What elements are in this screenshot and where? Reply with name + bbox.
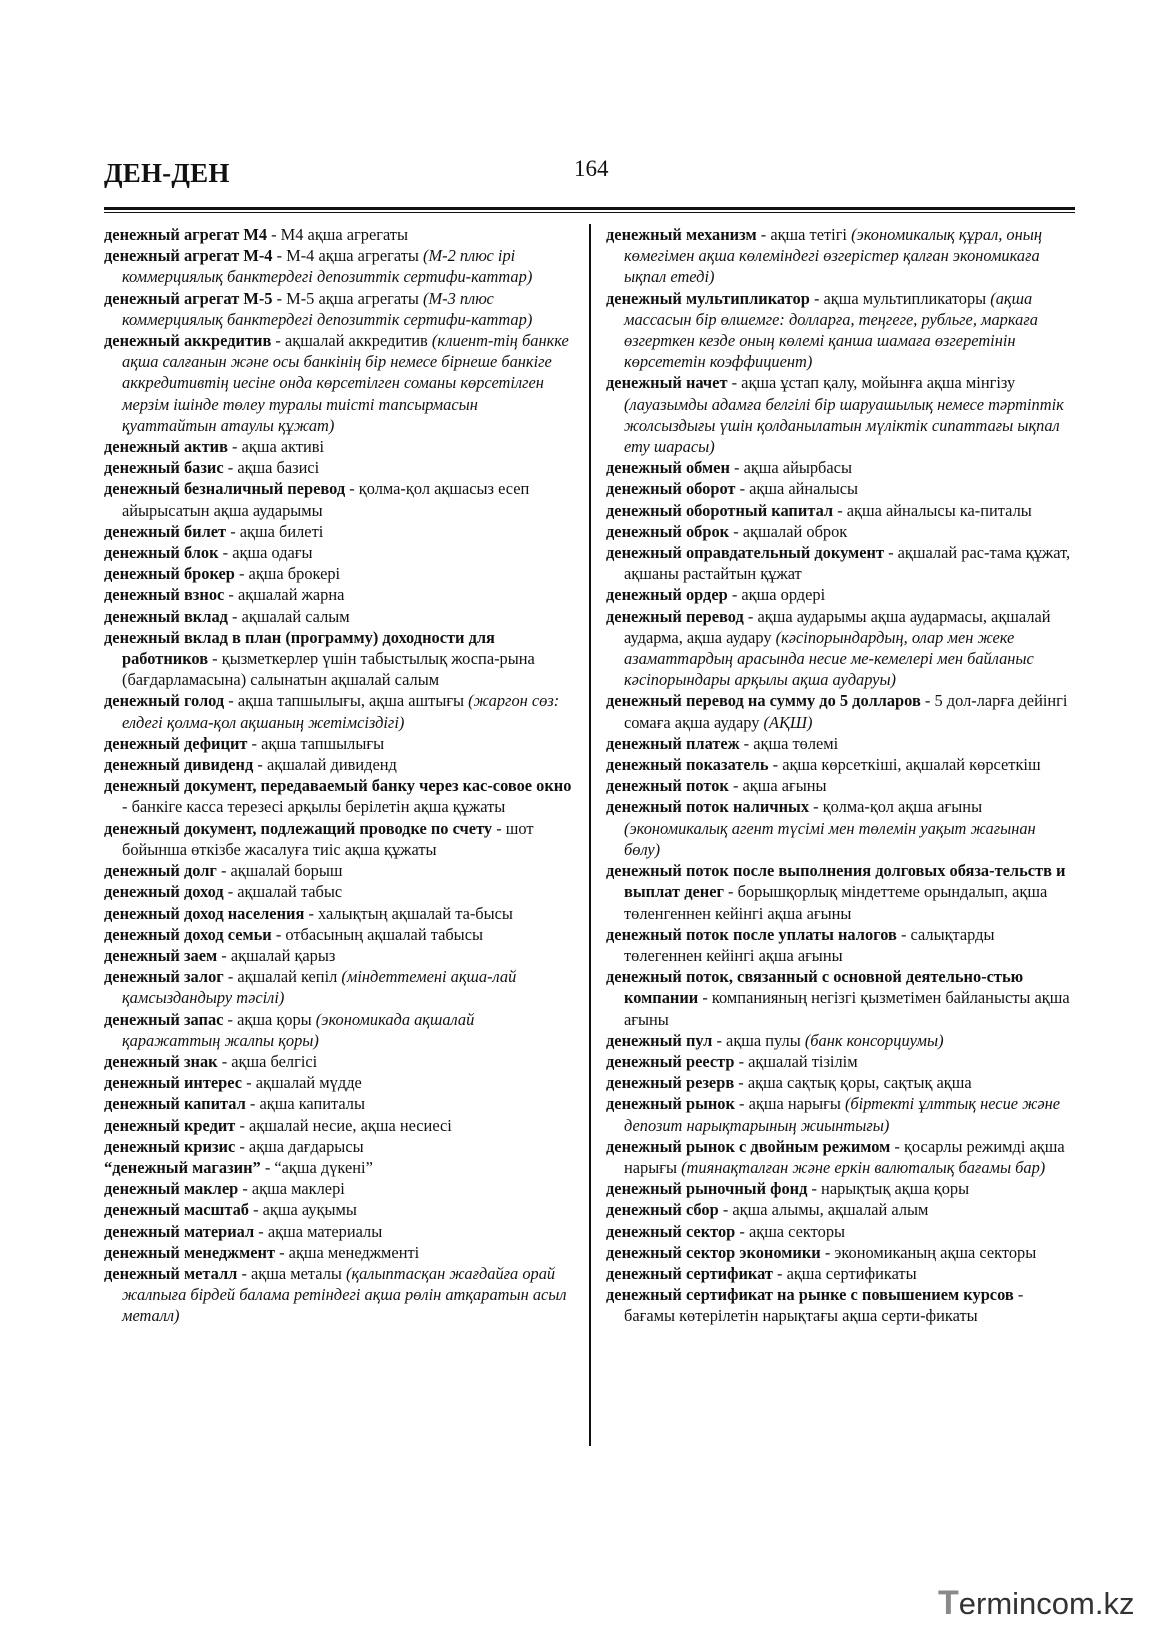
entry-separator: - (896, 924, 911, 944)
dictionary-entry (606, 1136, 1075, 1178)
entry-separator: - (238, 1179, 252, 1199)
entry-separator: - (253, 755, 267, 775)
entry-term: денежный документ, передаваемый банку через кас-совое окно (104, 776, 572, 796)
dictionary-entry (104, 245, 576, 287)
entry-note: (банк консорциумы) (804, 1030, 944, 1050)
entry-definition: ақша билеті (239, 521, 324, 541)
dictionary-entry (606, 754, 1075, 775)
entry-term: денежный доход семьи (104, 924, 272, 944)
entry-term: денежный поток, связанный с основной деятельно-стью компании (606, 967, 1024, 1008)
entry-note: (экономикалық агент түсімі мен төлемін уақыт жағынан бөлу) (624, 818, 1036, 859)
entry-term: денежный вклад (104, 606, 228, 626)
dictionary-entry (104, 860, 576, 881)
entry-separator: - (224, 585, 238, 605)
entry-term: денежный поток после выполнения долговых обяза-тельств и выплат денег (606, 861, 1066, 902)
entry-definition: ақша ағыны (742, 776, 827, 796)
entry-definition: ақша қоры (237, 1009, 316, 1029)
entry-term: денежный агрегат М-5 (104, 288, 273, 308)
entry-definition: ақшалай табыс (237, 882, 343, 902)
entry-separator: - (217, 945, 231, 965)
entry-note: (тиянақталған және еркін валюталық бағамы бар) (681, 1157, 1046, 1177)
entry-term: денежный аккредитив (104, 331, 272, 351)
dictionary-entry (104, 690, 576, 732)
entry-separator: - (272, 288, 287, 308)
entry-separator: - (809, 797, 823, 817)
entry-definition: қызметкерлер үшін табыстылық жоспа-рына (бағдарламасына) салынатын ақшалай салым (122, 649, 535, 690)
entry-definition: отбасының ақшалай табысы (285, 924, 483, 944)
entry-separator: - (271, 331, 285, 351)
entry-definition: ақша мультипликаторы (823, 288, 991, 308)
entry-definition: ақша дағдарысы (248, 1136, 364, 1156)
entry-term: денежный дивиденд (104, 755, 254, 775)
dictionary-entry (104, 288, 576, 330)
entry-term: денежный безналичный перевод (104, 479, 346, 499)
entry-term: денежный сертификат на рынке с повышением курсов (606, 1285, 1014, 1305)
dictionary-entry (606, 500, 1075, 521)
entry-term: денежный резерв (606, 1073, 735, 1093)
dictionary-entry (104, 903, 576, 924)
entry-term: денежный платеж (606, 733, 740, 753)
dictionary-entry (104, 1221, 576, 1242)
entry-term: денежный рынок с двойным режимом (606, 1136, 891, 1156)
entry-separator: - (884, 543, 898, 563)
entry-definition: ақша маклері (251, 1179, 345, 1199)
entry-definition: ақшалай несие, ақша несиесі (249, 1115, 452, 1135)
entry-term: денежный сектор экономики (606, 1242, 821, 1262)
entry-term: денежный базис (104, 458, 224, 478)
logo-domain: .kz (1094, 1586, 1135, 1621)
entry-term: денежный документ, подлежащий проводке по счету (104, 818, 493, 838)
entry-separator: - (218, 543, 233, 563)
entry-definition: ақша брокері (248, 564, 341, 584)
dictionary-entry (104, 542, 576, 563)
entry-separator: - (267, 225, 281, 244)
entry-term: денежный рынок (606, 1094, 735, 1114)
entry-separator: - (723, 882, 738, 902)
dictionary-entry (606, 775, 1075, 796)
entry-term: денежный поток после уплаты налогов (606, 924, 897, 944)
entry-term: денежный доход населения (104, 903, 305, 923)
entry-separator: - (729, 521, 743, 541)
entry-term: денежный брокер (104, 564, 235, 584)
dictionary-entry (606, 478, 1075, 499)
entry-definition: ақша айналысы ка-питалы (846, 500, 1032, 520)
entry-definition: бағамы көтерілетін нарықтағы ақша серти-фикаты (624, 1306, 978, 1326)
dictionary-entry (104, 436, 576, 457)
dictionary-entry (104, 330, 576, 436)
entry-separator: - (254, 1221, 268, 1241)
entry-note: (экономикада ақшалай қаражаттың жалпы қоры) (122, 1009, 475, 1050)
dictionary-entry (104, 457, 576, 478)
entry-term: денежный кризис (104, 1136, 236, 1156)
entry-term: денежный реестр (606, 1051, 735, 1071)
entry-definition: М-4 ақша агрегаты (286, 246, 423, 266)
dictionary-entry (606, 796, 1075, 860)
entry-separator: - (735, 1221, 749, 1241)
entry-definition: М4 ақша агрегаты (280, 225, 408, 244)
entry-term: денежный дефицит (104, 733, 248, 753)
entry-definition: қолма-қол ақша ағыны (822, 797, 983, 817)
logo-word: ermincom (958, 1586, 1095, 1621)
running-head: ДЕН-ДЕН (104, 158, 230, 188)
entry-separator: - (345, 479, 359, 499)
entry-separator: - (248, 1200, 263, 1220)
entry-note: (ақша массасын бір өлшемге: долларға, теңгеге, рубльге, маркаға өзгерткен кезде оның көлемі қанша шамаға өзгеретінін көрсететін коэффициент) (624, 288, 1038, 372)
entry-definition: борышқорлық міндеттеме орындалып, ақша төленгеннен кейінгі ақша ағыны (624, 882, 1048, 923)
dictionary-entry (104, 1072, 576, 1093)
entry-definition: халықтың ақшалай та-бысы (318, 903, 513, 923)
entry-separator: - (734, 1051, 749, 1071)
entry-separator: - (247, 733, 262, 753)
entry-note: (біртекті ұлттық несие және депозит нарықтарының жиынтығы) (624, 1094, 1061, 1135)
entry-separator: - (224, 691, 238, 711)
entry-definition: ақша активі (241, 437, 325, 457)
entry-term: денежный металл (104, 1263, 238, 1283)
entry-term: денежный материал (104, 1221, 255, 1241)
dictionary-entry (606, 924, 1075, 966)
entry-separator: - (728, 776, 743, 796)
dictionary-entry (606, 521, 1075, 542)
entry-separator: - (890, 1136, 904, 1156)
dictionary-entry (104, 224, 576, 245)
entry-separator: - (734, 1094, 749, 1114)
entry-term: денежный пул (606, 1030, 713, 1050)
page-number: 164 (574, 156, 609, 181)
dictionary-entry (104, 818, 576, 860)
entry-separator: - (223, 458, 238, 478)
entry-term: денежный механизм (606, 225, 757, 244)
entry-separator: - (245, 1094, 260, 1114)
entry-separator: - (727, 585, 742, 605)
dictionary-entry (606, 584, 1075, 605)
entry-term: денежный знак (104, 1051, 218, 1071)
entry-term: денежный запас (104, 1009, 224, 1029)
entry-definition: ақша материалы (267, 1221, 383, 1241)
entry-definition: қосарлы режимді ақша нарығы (624, 1136, 1065, 1177)
dictionary-entry (104, 478, 576, 520)
entry-term: денежный голод (104, 691, 225, 711)
entry-separator: - (227, 606, 242, 626)
entry-separator: - (1013, 1285, 1024, 1305)
entry-definition: ақшалай борыш (230, 861, 343, 881)
entry-separator: - (235, 1115, 250, 1135)
dictionary-entry (606, 1199, 1075, 1220)
entry-separator: - (820, 1242, 835, 1262)
entry-definition: ақша төлемі (753, 733, 839, 753)
dictionary-entry (606, 690, 1075, 732)
dictionary-entry (104, 966, 576, 1008)
entry-definition: ақша пулы (726, 1030, 805, 1050)
dictionary-entry (104, 881, 576, 902)
entry-separator: - (272, 246, 287, 266)
entry-definition: ақша аударымы ақша аудармасы, ақшалай аударма, ақша аудару (624, 606, 1051, 647)
dictionary-entry (104, 606, 576, 627)
page-header (104, 158, 1075, 204)
dictionary-entry (606, 542, 1075, 584)
entry-separator: - (304, 903, 318, 923)
entry-note: (М-3 плюс коммерциялық банктердегі депозиттік сертифи-каттар) (122, 288, 533, 329)
entry-definition: ақша секторы (748, 1221, 846, 1241)
entry-term: денежный сертификат (606, 1263, 773, 1283)
entry-definition: ақша тетігі (770, 225, 852, 244)
entry-separator: - (734, 1073, 748, 1093)
entry-term: денежный блок (104, 543, 219, 563)
dictionary-entry (606, 860, 1075, 924)
dictionary-entry (606, 606, 1075, 691)
entry-separator: - (743, 606, 758, 626)
entry-term: денежный долг (104, 861, 217, 881)
entry-note: (клиент-тің банкке ақша салғанын және осы банкінің бір немесе бірнеше банкіге аккредитивтің иесіне онда көрсетілген соманы көрсетілген мерзім ішінде төлеу туралы тиісті тапсырмасын қуаттайтын атаулы құжат) (122, 331, 569, 435)
entry-definition: ақша ордері (741, 585, 826, 605)
entry-separator: - (235, 1136, 249, 1156)
entry-definition: нарықтық ақша қоры (821, 1179, 970, 1199)
entry-term: денежный поток (606, 776, 729, 796)
dictionary-entry (606, 1263, 1075, 1284)
entry-separator: - (226, 521, 240, 541)
entry-term: денежный перевод на сумму до 5 долларов (606, 691, 921, 711)
entry-term: денежный доход (104, 882, 224, 902)
logo-initial: T (938, 1584, 959, 1622)
entry-definition: ақша алымы, ақшалай алым (732, 1200, 929, 1220)
entry-separator: - (920, 691, 935, 711)
header-rule-thin (104, 212, 1075, 213)
dictionary-entry (104, 1093, 576, 1114)
entry-definition: ақша нарығы (748, 1094, 845, 1114)
dictionary-entry (104, 1263, 576, 1327)
entry-separator: - (223, 882, 238, 902)
entry-term: денежный билет (104, 521, 227, 541)
svg-text:Termincom.kz (938, 1584, 1135, 1622)
dictionary-entry (606, 966, 1075, 1030)
entry-definition: ақша тапшылығы (261, 733, 385, 753)
entry-definition: ақша айырбасы (743, 458, 852, 478)
entry-separator: - (833, 500, 847, 520)
entry-separator: - (216, 861, 231, 881)
entry-separator: - (739, 733, 754, 753)
entry-note: (жаргон сөз: елдегі қолма-қол ақшаның жетімсіздігі) (122, 691, 560, 732)
entry-definition: ақша одағы (232, 543, 313, 563)
entry-separator: - (227, 437, 242, 457)
dictionary-entry (606, 1093, 1075, 1135)
entry-definition: ақшалай кепіл (237, 967, 342, 987)
entry-separator: - (223, 967, 238, 987)
entry-definition: ақша көрсеткіші, ақшалай көрсеткіш (782, 755, 1041, 775)
entry-term: денежный маклер (104, 1179, 239, 1199)
entry-separator: - (223, 1009, 238, 1029)
entry-separator: - (768, 755, 783, 775)
dictionary-entry (104, 627, 576, 691)
entry-term: денежный актив (104, 437, 228, 457)
dictionary-entry (606, 1030, 1075, 1051)
entry-definition: экономиканың ақша секторы (834, 1242, 1037, 1262)
entry-term: денежный кредит (104, 1115, 236, 1135)
dictionary-entry (606, 1178, 1075, 1199)
entry-separator: - (756, 225, 771, 244)
dictionary-entry (104, 1051, 576, 1072)
entry-note: (кәсіпорындардың, олар мен жеке азаматтардың арасында несие ме-кемелері мен байланыс кәсіпорындары арқылы ақша аударуы) (624, 627, 1034, 690)
termincom-logo (938, 1580, 1138, 1624)
dictionary-entry (104, 775, 576, 817)
entry-separator: - (807, 1179, 822, 1199)
entry-definition: ақша айналысы (749, 479, 859, 499)
entry-separator: - (712, 1030, 727, 1050)
entry-term: “денежный магазин” (104, 1157, 261, 1177)
entry-term: денежный взнос (104, 585, 225, 605)
entry-separator: - (718, 1200, 733, 1220)
dictionary-entry (104, 1242, 576, 1263)
entry-definition: ақша базисі (237, 458, 320, 478)
entry-definition: ақша ұстап қалу, мойынға ақша мінгізу (741, 373, 1016, 393)
dictionary-entry (104, 1115, 576, 1136)
entry-separator: - (275, 1242, 289, 1262)
dictionary-entry (606, 288, 1075, 373)
entry-separator: - (735, 479, 750, 499)
left-column (104, 224, 576, 1327)
entry-term: денежный агрегат М4 (104, 225, 268, 244)
entry-definition: ақшалай дивиденд (266, 755, 397, 775)
dictionary-entry (606, 1072, 1075, 1093)
dictionary-entry (104, 924, 576, 945)
entry-term: денежный менеджмент (104, 1242, 276, 1262)
dictionary-entry (606, 372, 1075, 457)
entry-separator: - (234, 564, 249, 584)
entry-definition: ақшалай рас-тама құжат, ақшаны растайтын құжат (624, 543, 1071, 584)
entry-definition: компанияның негізгі қызметімен байланысты ақша ағыны (624, 988, 1070, 1029)
entry-definition: ақшалай мүдде (255, 1073, 362, 1093)
entry-note: (міндеттемені ақша-лай қамсыздандыру тәсілі) (122, 967, 517, 1008)
entry-definition: “ақша дүкені” (274, 1157, 373, 1177)
entry-definition: шот бойынша өткізбе жасалуға тиіс ақша құжаты (122, 818, 534, 859)
entry-definition: ақшалай қарыз (230, 945, 336, 965)
entry-term: денежный агрегат М-4 (104, 246, 273, 266)
entry-definition: М-5 ақша агрегаты (286, 288, 423, 308)
dictionary-entry (104, 563, 576, 584)
entry-separator: - (208, 649, 222, 669)
entry-definition: ақшалай аккредитив (284, 331, 432, 351)
entry-definition: ақша сертификаты (786, 1263, 917, 1283)
dictionary-entry (104, 1199, 576, 1220)
dictionary-entry (104, 754, 576, 775)
entry-definition: ақша ауқымы (262, 1200, 357, 1220)
entry-separator: - (271, 924, 286, 944)
entry-term: денежный заем (104, 945, 218, 965)
entry-definition: ақша менеджменті (288, 1242, 420, 1262)
dictionary-entry (104, 945, 576, 966)
entry-definition: ақшалай оброк (742, 521, 848, 541)
entry-separator: - (729, 458, 744, 478)
entry-term: денежный обмен (606, 458, 730, 478)
column-divider (589, 224, 591, 1446)
entry-separator: - (492, 818, 506, 838)
entry-definition: қолма-қол ақшасыз есеп айырысатын ақша аударымы (122, 479, 530, 520)
dictionary-entry (606, 1284, 1075, 1326)
entry-note: (лауазымды адамға белгілі бір шаруашылық немесе тәртіптік жолсыздығы үшін қолданылатын мүліктік сипаттағы ықпал ету шарасы) (624, 394, 1064, 457)
entry-separator: - (698, 988, 712, 1008)
entry-separator: - (727, 373, 742, 393)
entry-note: (қалыптасқан жағдайға орай жалпыға бірдей балама ретіндегі ақша рөлін атқаратын асыл металл) (122, 1263, 567, 1326)
entry-term: денежный оброк (606, 521, 730, 541)
entry-definition: ақша капиталы (259, 1094, 365, 1114)
entry-term: денежный оправдательный документ (606, 543, 884, 563)
entry-term: денежный мультипликатор (606, 288, 810, 308)
entry-term: денежный капитал (104, 1094, 246, 1114)
dictionary-entry (104, 1157, 576, 1178)
entry-definition: салықтарды төлегеннен кейінгі ақша ағыны (624, 924, 995, 965)
entry-term: денежный перевод (606, 606, 744, 626)
entry-term: денежный залог (104, 967, 224, 987)
dictionary-entry (606, 1242, 1075, 1263)
entry-definition: ақша металы (251, 1263, 346, 1283)
entry-term: денежный сбор (606, 1200, 719, 1220)
entry-term: денежный оборотный капитал (606, 500, 834, 520)
entry-separator: - (122, 797, 132, 817)
dictionary-entry (104, 733, 576, 754)
entry-definition: ақшалай салым (241, 606, 350, 626)
entry-term: денежный масштаб (104, 1200, 249, 1220)
entry-separator: - (237, 1263, 252, 1283)
entry-separator: - (260, 1157, 275, 1177)
entry-term: денежный рыночный фонд (606, 1179, 808, 1199)
entry-note: (АҚШ) (763, 712, 813, 732)
entry-definition: банкіге касса терезесі арқылы берілетін ақша құжаты (131, 797, 506, 817)
dictionary-entry (104, 521, 576, 542)
entry-note: (экономикалық құрал, оның көмегімен ақша көлеміндегі өзгерістер қалған экономикаға ықпал етеді) (624, 225, 1042, 287)
entry-term: денежный начет (606, 373, 728, 393)
entry-term: денежный вклад в план (программу) доходности для работников (104, 627, 495, 669)
entry-definition: 5 дол-ларға дейінгі сомаға ақша аудару (624, 691, 1068, 732)
entry-note: (М-2 плюс ірі коммерциялық банктердегі депозиттік сертифи-каттар) (122, 246, 533, 287)
dictionary-entry (606, 1051, 1075, 1072)
entry-definition: ақша белгісі (231, 1051, 318, 1071)
entry-term: денежный поток наличных (606, 797, 810, 817)
dictionary-entry (104, 1009, 576, 1051)
entry-definition: ақша сақтық қоры, сақтық ақша (747, 1073, 972, 1093)
entry-definition: ақшалай жарна (237, 585, 345, 605)
entry-term: денежный интерес (104, 1073, 243, 1093)
entry-definition: ақша тапшылығы, ақша аштығы (237, 691, 469, 711)
dictionary-entry (606, 457, 1075, 478)
dictionary-entry (104, 584, 576, 605)
dictionary-entry (104, 1178, 576, 1199)
dictionary-entry (606, 224, 1075, 288)
entry-separator: - (217, 1051, 232, 1071)
right-column (606, 224, 1075, 1327)
dictionary-entry (104, 1136, 576, 1157)
header-rule-thick (104, 207, 1075, 210)
dictionary-entry (606, 1221, 1075, 1242)
entry-definition: ақшалай тізілім (748, 1051, 858, 1071)
entry-term: денежный сектор (606, 1221, 736, 1241)
entry-separator: - (809, 288, 824, 308)
entry-term: денежный ордер (606, 585, 728, 605)
entry-term: денежный показатель (606, 755, 769, 775)
entry-separator: - (772, 1263, 787, 1283)
dictionary-entry (606, 733, 1075, 754)
entry-term: денежный оборот (606, 479, 736, 499)
entry-separator: - (242, 1073, 256, 1093)
